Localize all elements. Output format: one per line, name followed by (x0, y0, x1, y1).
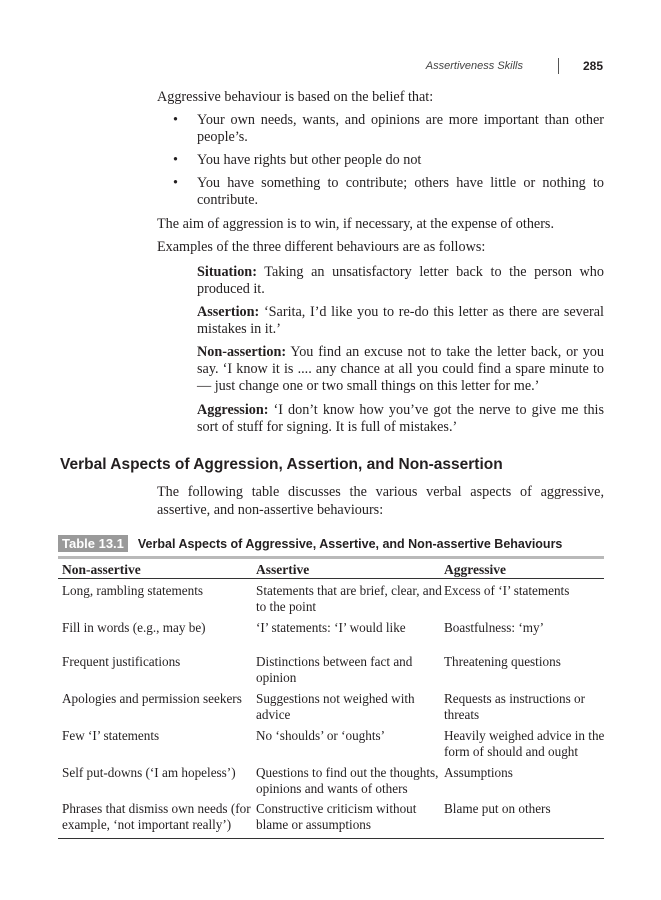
example-text: Taking an unsatisfactory letter back to the person who produced it. (197, 264, 604, 297)
table-cell: Questions to find out the thoughts, opinions and wants of others (256, 765, 439, 796)
example-situation (197, 264, 604, 298)
list-item: • You have rights but other people do not (157, 152, 604, 169)
table-cell: Few ‘I’ statements (62, 728, 160, 743)
table-top-rule (58, 556, 604, 559)
table-cell: Constructive criticism without blame or assumptions (256, 801, 417, 832)
table-cell: Fill in words (e.g., may be) (62, 620, 206, 635)
table-cell: Boastfulness: ‘my’ (444, 620, 544, 635)
table-cell: Threatening questions (444, 654, 561, 669)
table-cell: ‘I’ statements: ‘I’ would like (256, 620, 406, 635)
table-header-rule (58, 578, 604, 579)
table-cell: Excess of ‘I’ statements (444, 583, 570, 598)
table-cell: Long, rambling statements (62, 583, 204, 598)
table-caption (58, 535, 604, 553)
intro-paragraph: Aggressive behaviour is based on the belief that: (157, 89, 434, 105)
page-number: 285 (582, 59, 603, 73)
table-cell: Heavily weighed advice in the form of should and ought (444, 728, 605, 759)
example-label: Assertion: (197, 304, 260, 320)
table-cell: Assumptions (444, 765, 513, 780)
table-cell: Statements that are brief, clear, and to the point (256, 583, 442, 614)
example-text: ‘Sarita, I’d like you to re-do this letter as there are several mistakes in it.’ (197, 304, 604, 337)
example-label: Non-assertion: (197, 344, 287, 360)
column-header-aggressive: Aggressive (444, 562, 506, 577)
example-aggression (197, 402, 604, 436)
section-heading: Verbal Aspects of Aggression, Assertion, and Non-assertion (60, 456, 503, 473)
table-cell: Apologies and permission seekers (62, 691, 242, 706)
table-cell: No ‘shoulds’ or ‘oughts’ (256, 728, 386, 743)
table-cell: Self put-downs (‘I am hopeless’) (62, 765, 236, 780)
examples-intro: Examples of the three different behaviours are as follows: (157, 239, 486, 255)
table-number: Table 13.1 (58, 535, 128, 552)
example-text: You find an excuse not to take the letter back, or you say. ‘I know it is .... any chance at all you could find a spare minute to — just change one or two small things on this letter for me.’ (197, 344, 604, 394)
table-cell: Distinctions between fact and opinion (256, 654, 413, 685)
running-header (0, 58, 605, 78)
example-label: Aggression: (197, 402, 269, 418)
section-intro: The following table discusses the various verbal aspects of aggressive, assertive, and non-assertive behaviours: (157, 484, 604, 518)
example-non-assertion (197, 344, 604, 395)
example-text: ‘I don’t know how you’ve got the nerve to give me this sort of stuff for signing. It is full of mistakes.’ (197, 402, 605, 435)
table-cell: Frequent justifications (62, 654, 181, 669)
table-cell: Blame put on others (444, 801, 551, 816)
table-cell: Suggestions not weighed with advice (256, 691, 415, 722)
table-title: Verbal Aspects of Aggressive, Assertive, and Non-assertive Behaviours (137, 537, 563, 551)
table-cell: Phrases that dismiss own needs (for example, ‘not important really’) (62, 801, 251, 832)
table-cell: Requests as instructions or threats (444, 691, 586, 722)
running-title: Assertiveness Skills (425, 60, 523, 72)
list-item: • Your own needs, wants, and opinions are more important than other people’s. (157, 112, 604, 146)
column-header-non-assertive: Non-assertive (62, 562, 141, 577)
example-label: Situation: (197, 264, 257, 280)
example-assertion (197, 304, 604, 338)
column-header-assertive: Assertive (256, 562, 310, 577)
table-bottom-rule (58, 838, 604, 839)
aim-paragraph: The aim of aggression is to win, if necessary, at the expense of others. (157, 216, 554, 232)
header-divider (558, 58, 559, 74)
list-item: • You have something to contribute; others have little or nothing to contribute. (157, 175, 604, 209)
belief-list (157, 112, 604, 215)
